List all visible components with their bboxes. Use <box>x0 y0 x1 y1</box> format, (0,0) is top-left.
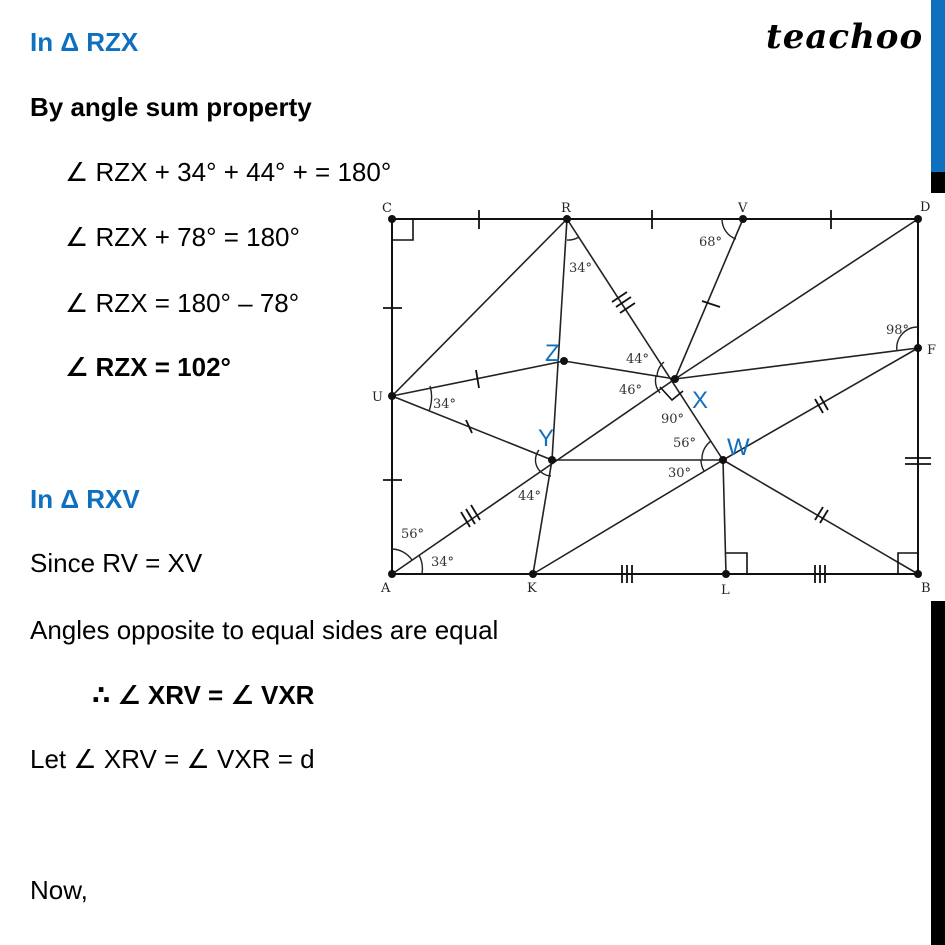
label-d: D <box>920 200 931 215</box>
text-angles-opposite: Angles opposite to equal sides are equal <box>30 615 499 645</box>
text-therefore-equal: ∴ ∠ XRV = ∠ VXR <box>92 680 315 710</box>
label-w: W <box>727 434 750 461</box>
angle-a-56: 56° <box>401 527 425 542</box>
angle-w-30: 30° <box>668 466 692 481</box>
label-u: U <box>372 390 383 405</box>
angle-w-56: 56° <box>673 436 697 451</box>
text-now: Now, <box>30 875 88 905</box>
angle-r-34: 34° <box>569 261 593 276</box>
label-r: R <box>561 201 571 216</box>
angle-arcs <box>392 219 918 574</box>
angle-a-34: 34° <box>431 555 455 570</box>
equation-result: ∠ RZX = 102° <box>65 352 231 382</box>
angle-u-34: 34° <box>433 397 457 412</box>
angle-v-68: 68° <box>699 235 723 250</box>
right-angle-marks <box>392 219 918 574</box>
equation-1: ∠ RZX + 34° + 44° + = 180° <box>65 157 392 187</box>
equation-3: ∠ RZX = 180° – 78° <box>65 288 300 318</box>
label-f: F <box>927 343 937 358</box>
text-let-d: Let ∠ XRV = ∠ VXR = d <box>30 744 315 774</box>
rectangle-cdba <box>392 219 918 574</box>
label-v: V <box>738 201 748 216</box>
label-c: C <box>382 201 392 216</box>
angle-y-44: 44° <box>518 489 542 504</box>
diagram-lines <box>392 219 918 574</box>
label-b: B <box>921 581 931 596</box>
label-y: Y <box>538 425 555 452</box>
label-z: Z <box>545 340 560 367</box>
angle-f-98: 98° <box>886 323 910 338</box>
teachoo-logo: teachoo <box>766 17 924 57</box>
label-l: L <box>721 583 730 598</box>
tick-marks <box>383 210 931 583</box>
angle-x-90: 90° <box>661 412 685 427</box>
angle-x-44: 44° <box>626 352 650 367</box>
equation-2: ∠ RZX + 78° = 180° <box>65 222 300 252</box>
heading-triangle-rzx: In Δ RZX <box>30 27 139 57</box>
label-k: K <box>527 581 537 596</box>
label-a: A <box>381 581 391 596</box>
subheading-angle-sum: By angle sum property <box>30 92 312 122</box>
label-x: X <box>692 387 709 414</box>
heading-triangle-rxv: In Δ RXV <box>30 484 140 514</box>
text-since-rv-xv: Since RV = XV <box>30 548 203 578</box>
angle-x-46: 46° <box>619 383 643 398</box>
